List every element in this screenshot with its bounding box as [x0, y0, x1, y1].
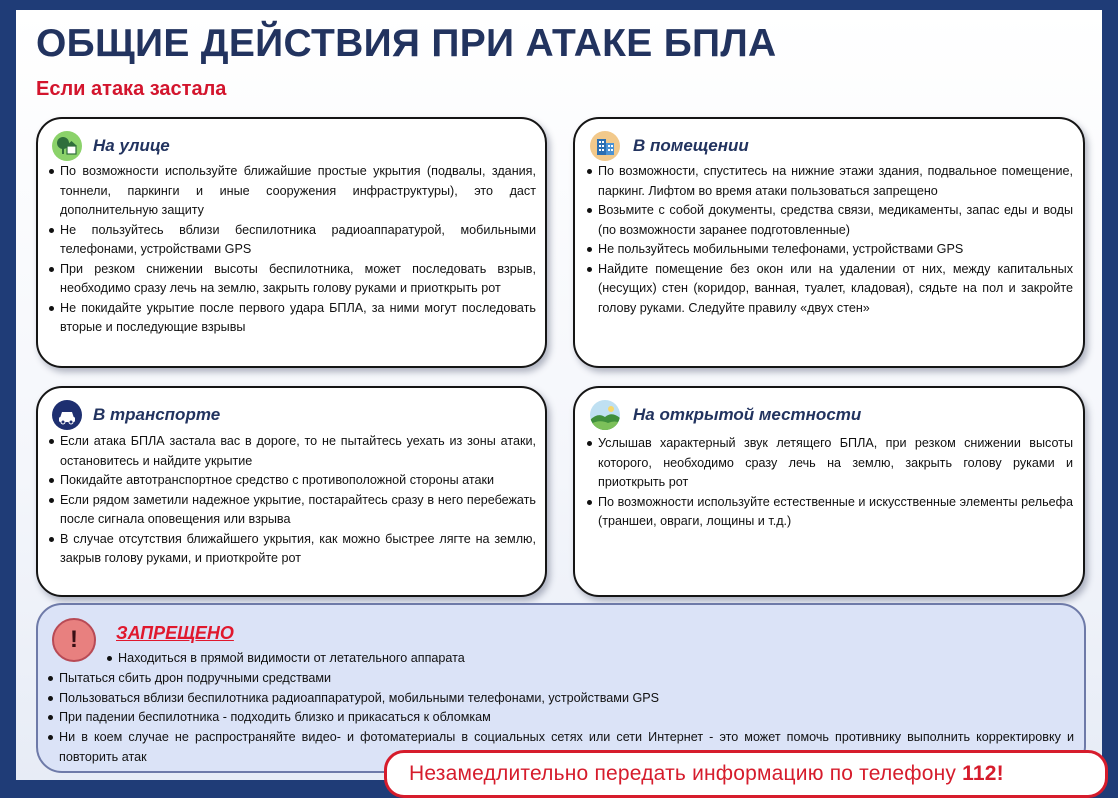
list-item: Услышав характерный звук летящего БПЛА, при резком снижении высоты которого, необходимо сразу лечь на землю, закрыть голову руками и приоткрыть рот — [587, 434, 1073, 493]
transport-card-title: В транспорте — [93, 405, 221, 424]
street-card — [36, 117, 547, 368]
landscape-icon — [590, 400, 620, 430]
transport-list — [49, 432, 536, 569]
transport-card — [36, 386, 547, 597]
open-area-card — [573, 386, 1085, 597]
list-item: Если рядом заметили надежное укрытие, постарайтесь сразу в него перебежать после сигнала оповещения или взрыва — [49, 491, 536, 530]
list-item: Пытаться сбить дрон подручными средствами — [48, 669, 1074, 689]
list-item: Если атака БПЛА застала вас в дороге, то не пытайтесь уехать из зоны атаки, остановитесь и найдите укрытие — [49, 432, 536, 471]
indoors-card-title: В помещении — [633, 136, 749, 155]
list-item: Найдите помещение без окон или на удалении от них, между капитальных (несущих) стен (коридор, ванная, туалет, кладовая), сядьте на пол и закройте голову руками. Следуйте правилу «двух стен» — [587, 260, 1073, 319]
hotline-text — [409, 762, 1004, 786]
exclamation-icon: ! — [52, 618, 96, 662]
list-item: Покидайте автотранспортное средство с противоположной стороны атаки — [49, 471, 536, 491]
forbidden-panel — [36, 603, 1086, 773]
page-subtitle: Если атака застала — [36, 78, 227, 100]
forbidden-title: ЗАПРЕЩЕНО — [116, 623, 234, 643]
open-area-card-title: На открытой местности — [633, 405, 862, 424]
indoors-list — [587, 162, 1073, 318]
open-area-list — [587, 434, 1073, 532]
page-title: ОБЩИЕ ДЕЙСТВИЯ ПРИ АТАКЕ БПЛА — [36, 22, 777, 65]
building-icon — [590, 131, 620, 161]
list-item: При резком снижении высоты беспилотника, может последовать взрыв, необходимо сразу лечь на землю, закрыть голову руками и приоткрыть рот — [49, 260, 536, 299]
indoors-card — [573, 117, 1085, 368]
list-item: В случае отсутствия ближайшего укрытия, как можно быстрее лягте на землю, закрыв голову руками, и приоткройте рот — [49, 530, 536, 569]
list-item: По возможности, спуститесь на нижние этажи здания, подвальное помещение, паркинг. Лифтом во время атаки пользоваться запрещено — [587, 162, 1073, 201]
list-item: Пользоваться вблизи беспилотника радиоаппаратурой, мобильными телефонами, устройствами GPS — [48, 689, 1074, 709]
hotline-banner — [384, 750, 1108, 798]
hotline-message: Незамедлительно передать информацию по телефону — [409, 762, 963, 785]
tree-house-icon — [52, 131, 82, 161]
list-item: Не пользуйтесь вблизи беспилотника радиоаппаратурой, мобильными телефонами, устройствами GPS — [49, 221, 536, 260]
list-item: Ни в коем случае не распространяйте видео- и фотоматериалы в социальных сетях или сети Интернет - это может помочь противнику выполнить корректировку и повторить атак — [48, 728, 1074, 768]
list-item: При падении беспилотника - подходить близко и прикасаться к обломкам — [48, 708, 1074, 728]
list-item: Находиться в прямой видимости от летательного аппарата — [48, 649, 1074, 669]
street-card-title: На улице — [93, 136, 170, 155]
list-item: Не пользуйтесь мобильными телефонами, устройствами GPS — [587, 240, 1073, 260]
list-item: По возможности используйте естественные и искусственные элементы рельефа (траншеи, овраги, лощины и т.д.) — [587, 493, 1073, 532]
car-icon — [52, 400, 82, 430]
list-item: Возьмите с собой документы, средства связи, медикаменты, запас еды и воды (по возможности заранее подготовленные) — [587, 201, 1073, 240]
list-item: Не покидайте укрытие после первого удара БПЛА, за ними могут последовать вторые и последующие взрывы — [49, 299, 536, 338]
hotline-number: 112! — [962, 762, 1004, 785]
list-item: По возможности используйте ближайшие простые укрытия (подвалы, здания, тоннели, паркинги и иные сооружения инфраструктуры), это даст дополнительную защиту — [49, 162, 536, 221]
street-list — [49, 162, 536, 338]
